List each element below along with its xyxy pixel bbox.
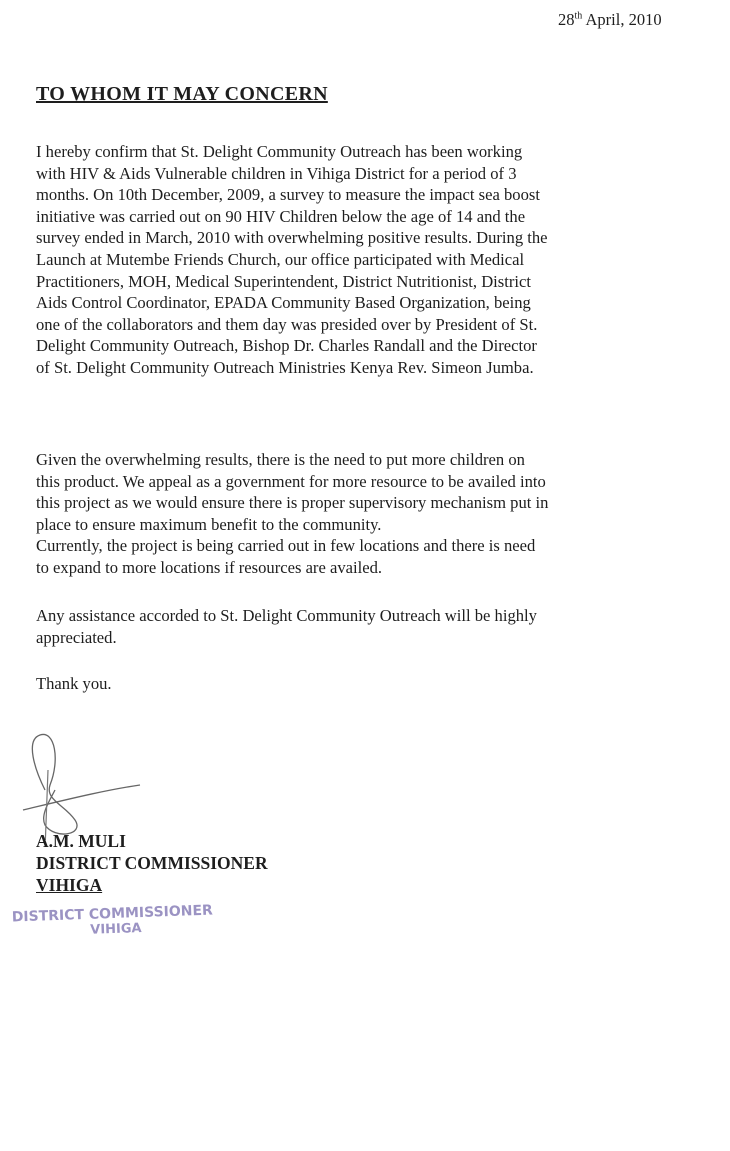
text-line: place to ensure maximum benefit to the community. bbox=[36, 514, 382, 534]
paragraph-1 bbox=[36, 141, 548, 379]
date-day: 28 bbox=[558, 10, 575, 29]
text-line: survey ended in March, 2010 with overwhelming positive results. During the bbox=[36, 228, 548, 248]
signatory-name: A.M. MULI bbox=[36, 831, 126, 851]
text-line: Practitioners, MOH, Medical Superintendent, District Nutritionist, District bbox=[36, 271, 531, 291]
signature bbox=[15, 730, 155, 840]
text-line: Any assistance accorded to St. Delight Community Outreach will be highly bbox=[36, 606, 537, 625]
text-line: appreciated. bbox=[36, 627, 117, 647]
closing bbox=[36, 673, 112, 695]
signatory-position: DISTRICT COMMISSIONER bbox=[36, 853, 268, 873]
text-line: one of the collaborators and them day was presided over by President of St. bbox=[36, 314, 538, 334]
text-line: to expand to more locations if resources are availed. bbox=[36, 557, 383, 577]
paragraph-2 bbox=[36, 449, 548, 535]
stamp-line-1: DISTRICT COMMISSIONER bbox=[11, 902, 214, 926]
official-stamp bbox=[12, 903, 214, 941]
text-line: initiative was carried out on 90 HIV Children below the age of 14 and the bbox=[36, 206, 526, 226]
text-line: Thank you. bbox=[36, 674, 112, 693]
text-line: of St. Delight Community Outreach Ministries Kenya Rev. Simeon Jumba. bbox=[36, 357, 534, 377]
paragraph-3 bbox=[36, 535, 535, 578]
text-line: with HIV & Aids Vulnerable children in Vihiga District for a period of 3 bbox=[36, 163, 517, 183]
text-line: Given the overwhelming results, there is the need to put more children on bbox=[36, 450, 525, 469]
text-line: months. On 10th December, 2009, a survey to measure the impact sea boost bbox=[36, 185, 540, 205]
stamp-line-2: VIHIGA bbox=[90, 920, 142, 938]
text-line: this product. We appeal as a government for more resource to be availed into bbox=[36, 471, 546, 491]
text-line: Aids Control Coordinator, EPADA Community Based Organization, being bbox=[36, 293, 531, 313]
signatory-block bbox=[36, 830, 268, 896]
date-suffix: th bbox=[574, 10, 583, 22]
text-line: Launch at Mutembe Friends Church, our office participated with Medical bbox=[36, 249, 525, 269]
letter-title: TO WHOM IT MAY CONCERN bbox=[36, 83, 328, 105]
letter-date bbox=[558, 10, 662, 30]
signatory-location: VIHIGA bbox=[36, 875, 103, 895]
paragraph-4 bbox=[36, 605, 537, 648]
text-line: Currently, the project is being carried out in few locations and there is need bbox=[36, 536, 536, 555]
text-line: Delight Community Outreach, Bishop Dr. Charles Randall and the Director bbox=[36, 336, 537, 356]
text-line: this project as we would ensure there is proper supervisory mechanism put in bbox=[36, 493, 549, 513]
date-rest: April, 2010 bbox=[585, 10, 662, 29]
text-line: I hereby confirm that St. Delight Community Outreach has been working bbox=[36, 142, 523, 161]
